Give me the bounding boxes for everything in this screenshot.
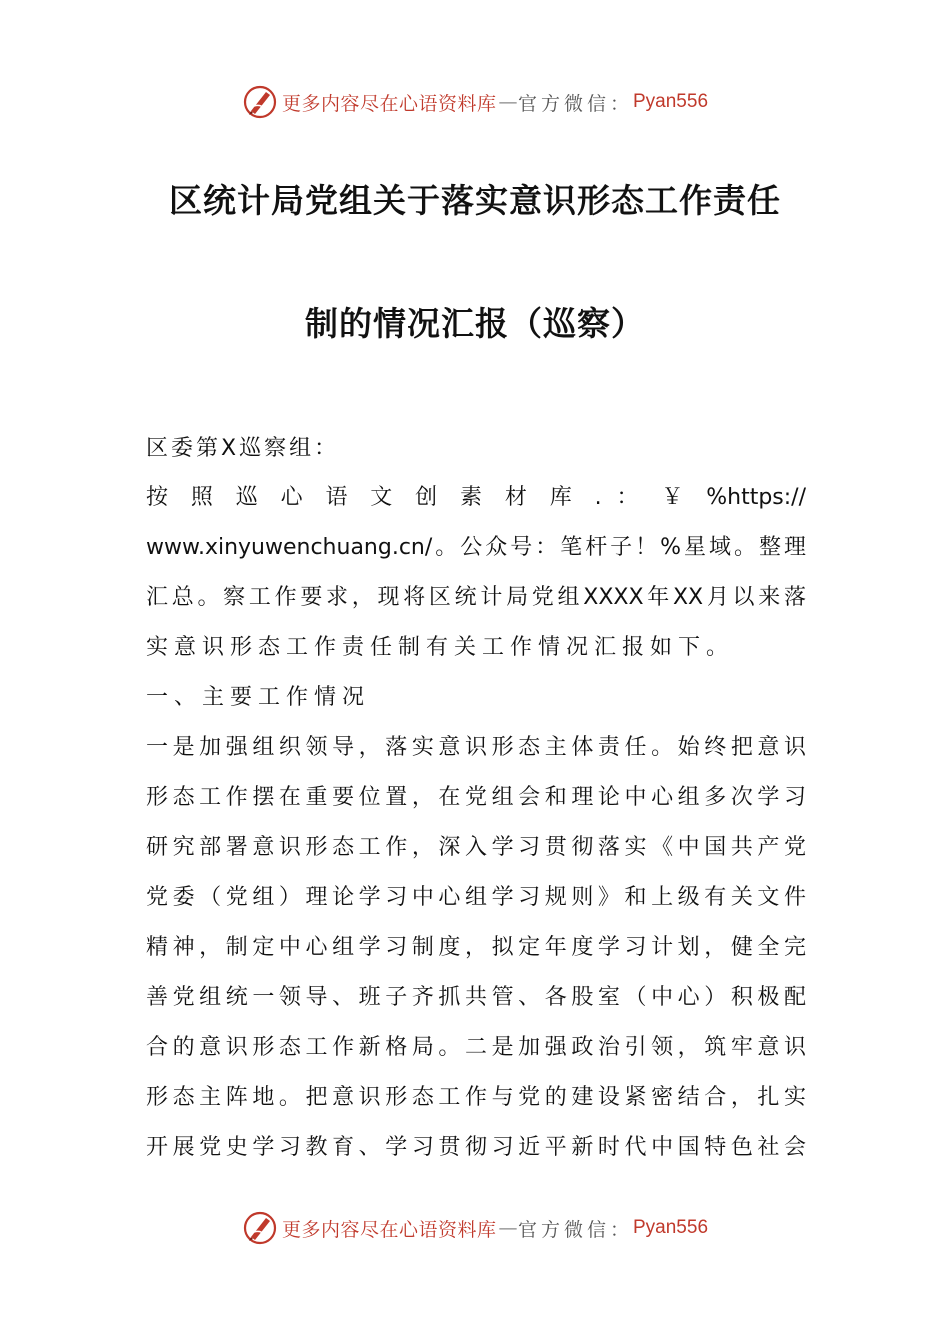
banner-wechat-id: Pyan556 xyxy=(633,1217,709,1238)
banner-wechat-id: Pyan556 xyxy=(633,91,709,112)
banner-text: 更多内容尽在心语资料库 xyxy=(281,1218,497,1241)
banner-wechat-label: 官方微信： xyxy=(517,1218,633,1241)
banner-wechat-label: 官方微信： xyxy=(517,92,633,115)
body-line: 形态主阵地。把意识形态工作与党的建设紧密结合，扎实 xyxy=(146,1085,806,1110)
page-title-line-1: 区统计局党组关于落实意识形态工作责任 xyxy=(169,181,781,220)
banner-separator: — xyxy=(498,91,518,113)
pen-logo-icon xyxy=(242,84,278,120)
body-line: 形态工作摆在重要位置，在党组会和理论中心组多次学习 xyxy=(146,785,806,810)
section-heading: 一、主要工作情况 xyxy=(146,685,371,710)
body-line: 党委（党组）理论学习中心组学习规则》和上级有关文件 xyxy=(146,885,806,910)
banner-text: 更多内容尽在心语资料库 xyxy=(281,92,497,115)
body-line: 一是加强组织领导，落实意识形态主体责任。始终把意识 xyxy=(146,735,806,760)
salutation: 区委第X巡察组： xyxy=(146,436,340,461)
banner-separator: — xyxy=(498,1217,518,1239)
body-line: 汇总。察工作要求，现将区统计局党组XXXX年XX月以来落 xyxy=(146,585,806,610)
body-line: 研究部署意识形态工作，深入学习贯彻落实《中国共产党 xyxy=(146,835,806,860)
header-banner xyxy=(0,82,950,122)
body-line: www.xinyuwenchuang.cn/。公众号：笔杆子！%星域。整理 xyxy=(146,535,806,560)
pen-logo-icon xyxy=(242,1210,278,1246)
body-line: 善党组统一领导、班子齐抓共管、各股室（中心）积极配 xyxy=(146,985,806,1010)
body-line: 精神，制定中心组学习制度，拟定年度学习计划，健全完 xyxy=(146,935,806,960)
page-title-line-2: 制的情况汇报（巡察） xyxy=(305,304,645,343)
footer-banner xyxy=(0,1208,950,1248)
body-line: 实意识形态工作责任制有关工作情况汇报如下。 xyxy=(146,635,735,660)
body-line: 按 照 巡 心 语 文 创 素 材 库 . ： ￥ %https:// xyxy=(146,485,806,510)
body-line: 合的意识形态工作新格局。二是加强政治引领，筑牢意识 xyxy=(146,1035,806,1060)
body-line: 开展党史学习教育、学习贯彻习近平新时代中国特色社会 xyxy=(146,1135,806,1160)
